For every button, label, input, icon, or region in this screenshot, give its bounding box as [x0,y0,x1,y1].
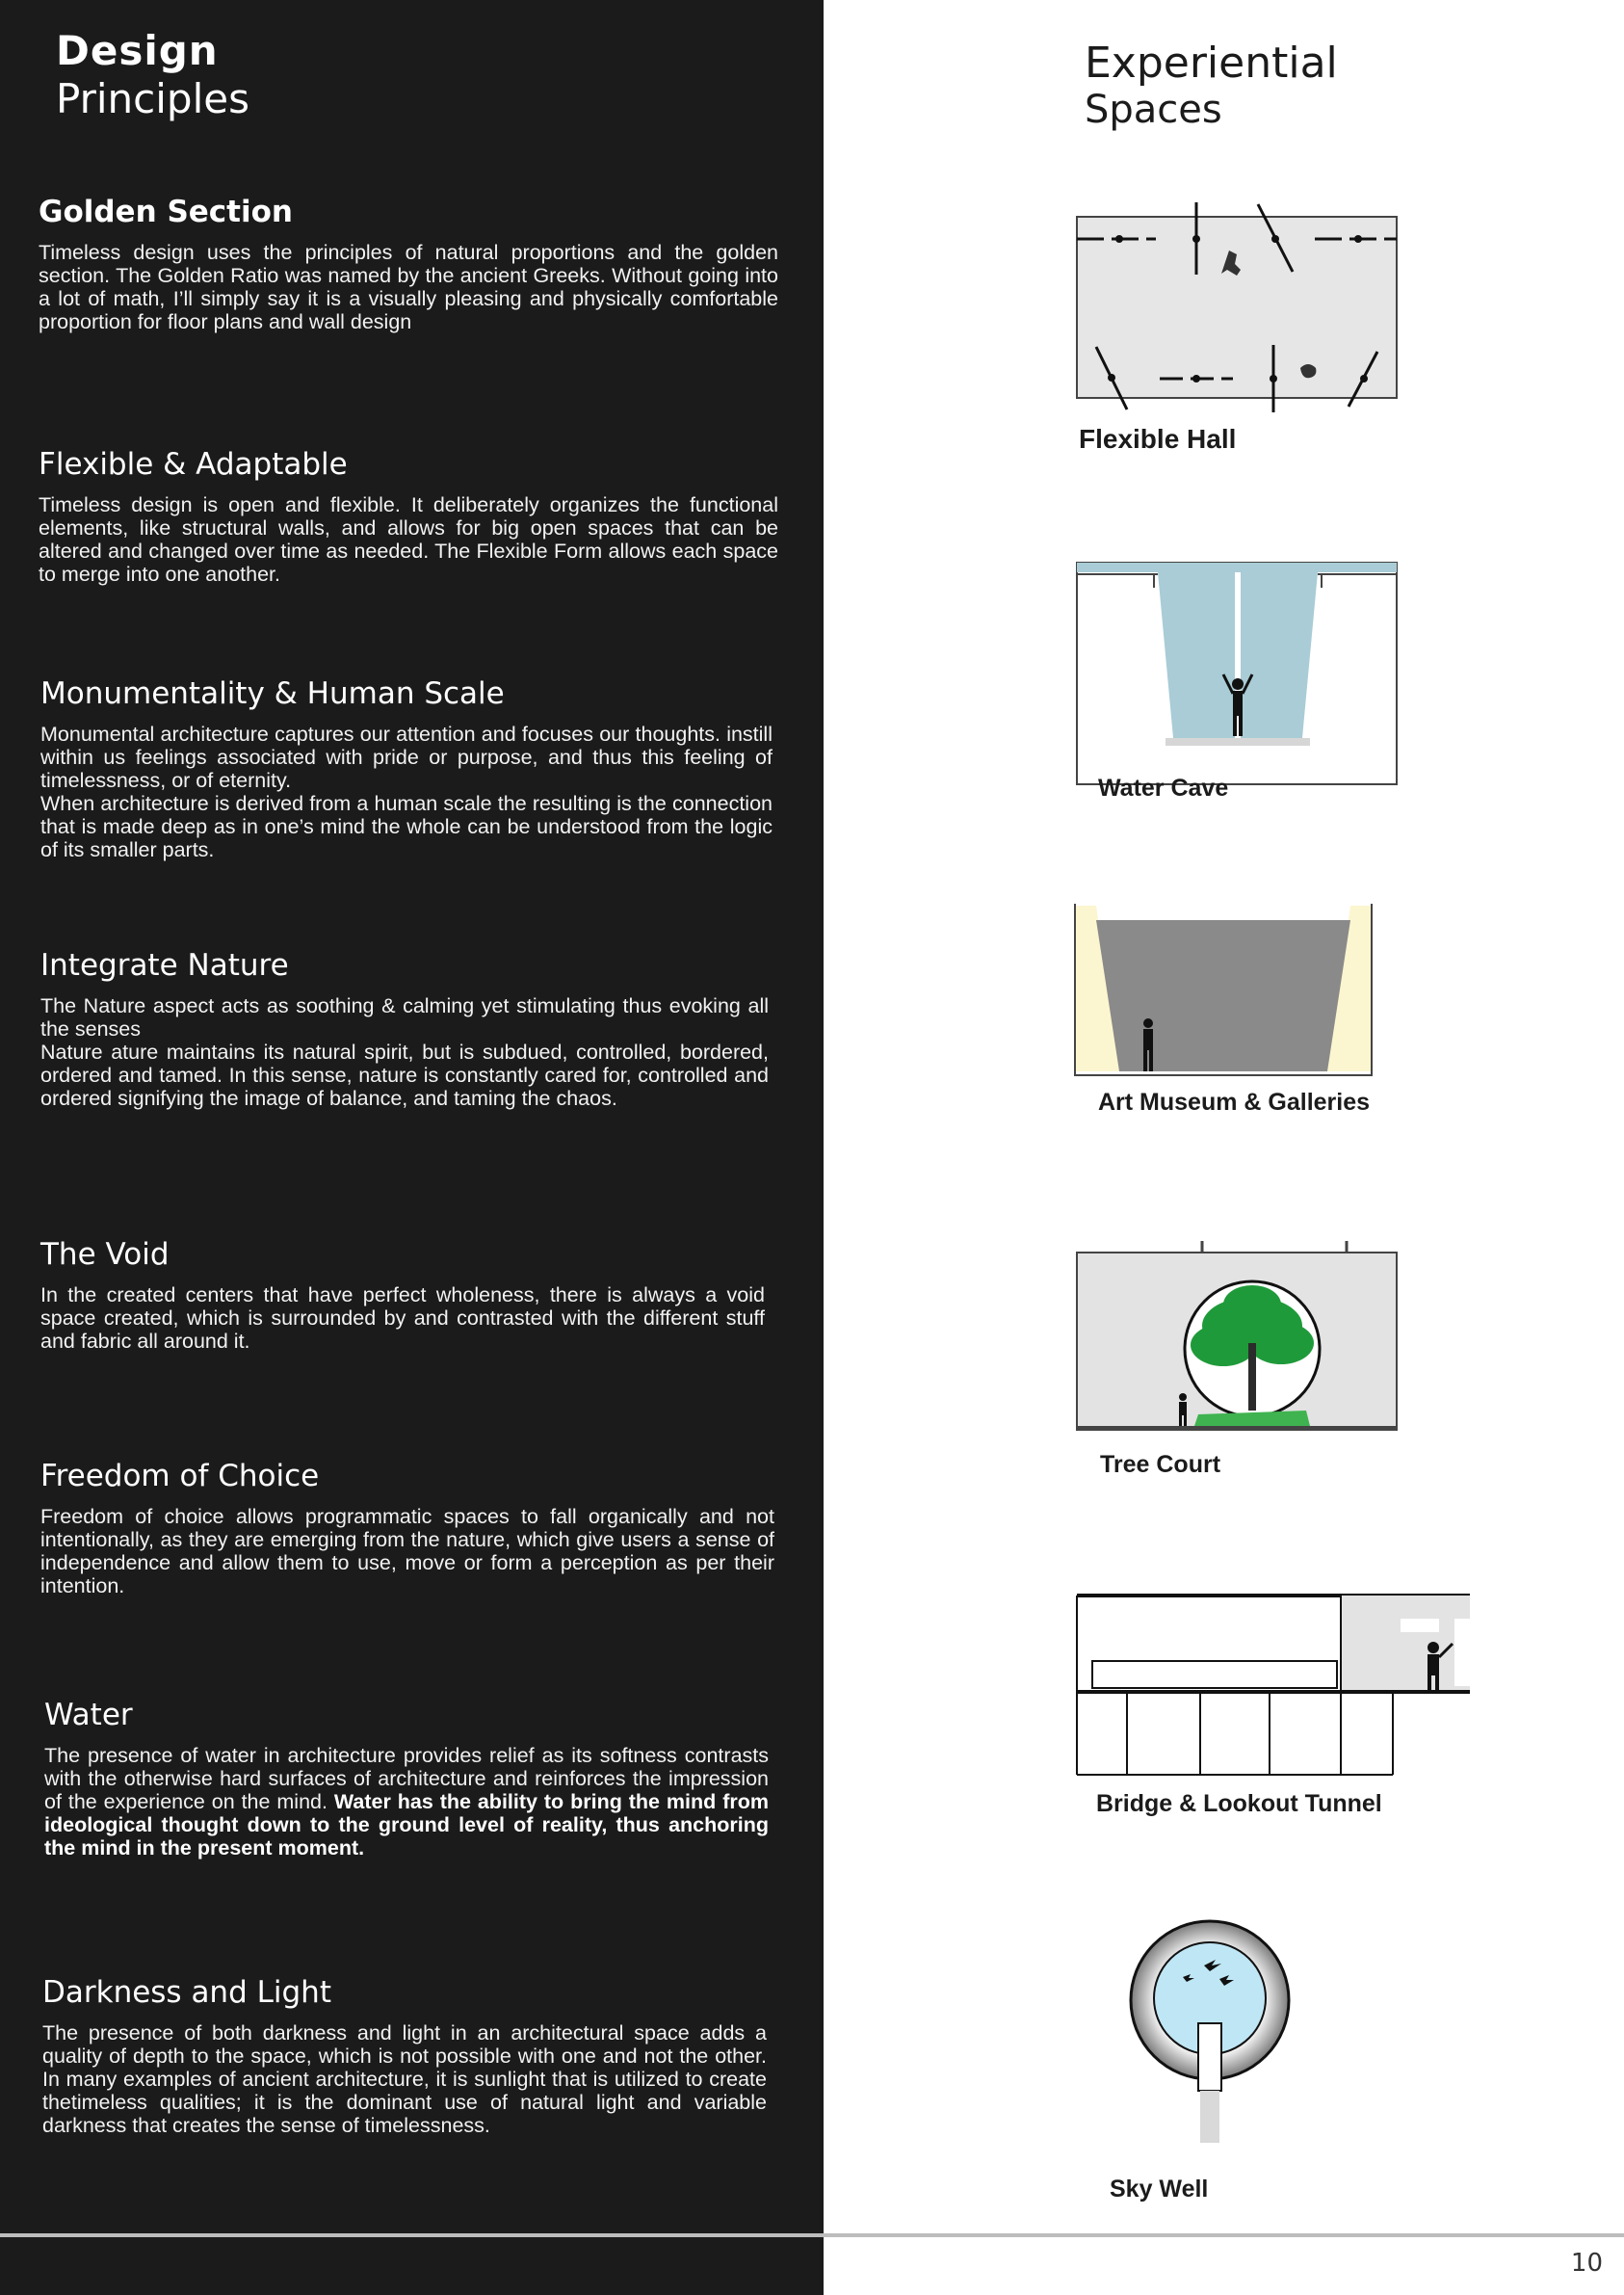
principle-body [44,1744,769,1860]
flexible-hall-diagram [1069,193,1406,414]
caption-bridge-lookout: Bridge & Lookout Tunnel [1096,1790,1382,1817]
principle-heading: Golden Section [39,195,293,229]
art-museum-diagram [1069,896,1377,1079]
principle-heading: Water [44,1698,133,1732]
principle-water [44,1698,769,1860]
caption-tree-court: Tree Court [1100,1451,1221,1478]
caption-sky-well: Sky Well [1110,2176,1209,2203]
principle-body: Monumental architecture captures our attention and focuses our thoughts. instill within us feelings associated with pride or purpose, and thus this feeling of timelessness, or of eternity. [40,723,773,792]
water-body-regular: The presence of water in architecture provides relief as its softness contrasts with the otherwise hard surfaces of architecture and reinforces the impression of the experience on the mind. [44,1744,769,1813]
principle-freedom-of-choice [40,1459,774,1597]
principle-heading: Integrate Nature [40,948,289,983]
principle-body-2: Nature ature maintains its natural spirit, but is subdued, controlled, bordered, ordered and tamed. In this sense, nature is constantly cared for, controlled and ordered signifying the image of balance, and taming the chaos. [40,1041,769,1110]
principle-body: In the created centers that have perfect wholeness, there is always a void space created, which is surrounded by and contrasted with the different stuff and fabric all around it. [40,1283,765,1353]
title-line-1: Design [56,27,219,74]
principle-heading: Darkness and Light [42,1975,331,2010]
bottom-divider [0,2233,1624,2237]
principle-heading: The Void [40,1237,170,1272]
principle-integrate-nature [40,948,769,1110]
title-line-2: Principles [56,75,249,122]
caption-art-museum: Art Museum & Galleries [1098,1089,1371,1116]
principle-heading: Monumentality & Human Scale [40,676,505,711]
tree-court-diagram [1069,1237,1406,1439]
principle-flexible-adaptable [39,447,778,586]
principle-body: Timeless design uses the principles of natural proportions and the golden section. The Golden Ratio was named by the ancient Greeks. Without going into a lot of math, I’ll simply say it is a visually pleasing and physically comfortable proportion for floor plans and wall design [39,241,778,333]
title-line-2: Spaces [1085,88,1222,132]
experiential-spaces-title [1085,40,1338,133]
caption-flexible-hall: Flexible Hall [1079,424,1237,454]
principle-heading: Flexible & Adaptable [39,447,348,482]
principle-body: Freedom of choice allows programmatic spaces to fall organically and not intentionally, as they are emerging from the nature, which give users a sense of independence and allow them to use, move or form a perception as per their intention. [40,1505,774,1597]
principle-monumentality [40,676,773,861]
design-principles-title [56,27,249,123]
water-body-bold: Water has the ability to bring the mind from ideological thought down to the ground level of reality, thus anchoring the mind in the present moment. [44,1790,769,1860]
principle-body-2: When architecture is derived from a human scale the resulting is the connection that is made deep as in one’s mind the whole can be understood from the logic of its smaller parts. [40,792,773,861]
principle-darkness-and-light [42,1975,767,2137]
principle-heading: Freedom of Choice [40,1459,320,1493]
principle-body: The presence of both darkness and light in an architectural space adds a quality of depth to the space, which is not possible with one and not the other. In many examples of ancient architecture, it is sunlight that is utilized to create thetimeless qualities; it is the dominant use of natural light and variable darkness that creates the sense of timelessness. [42,2021,767,2137]
title-line-1: Experiential [1085,39,1338,88]
page-number: 10 [1570,2249,1603,2278]
principle-body: Timeless design is open and flexible. It deliberately organizes the functional elements, like structural walls, and allows for big open spaces that can be altered and changed over time as needed. The Flexible Form allows each space to merge into one another. [39,493,778,586]
water-cave-diagram [1069,559,1406,790]
bridge-lookout-diagram [1069,1590,1474,1782]
principle-the-void [40,1237,765,1353]
sky-well-diagram [1127,1917,1291,2168]
caption-water-cave: Water Cave [1098,775,1229,802]
principle-body: The Nature aspect acts as soothing & calming yet stimulating thus evoking all the senses [40,994,769,1041]
principle-golden-section [39,195,778,333]
